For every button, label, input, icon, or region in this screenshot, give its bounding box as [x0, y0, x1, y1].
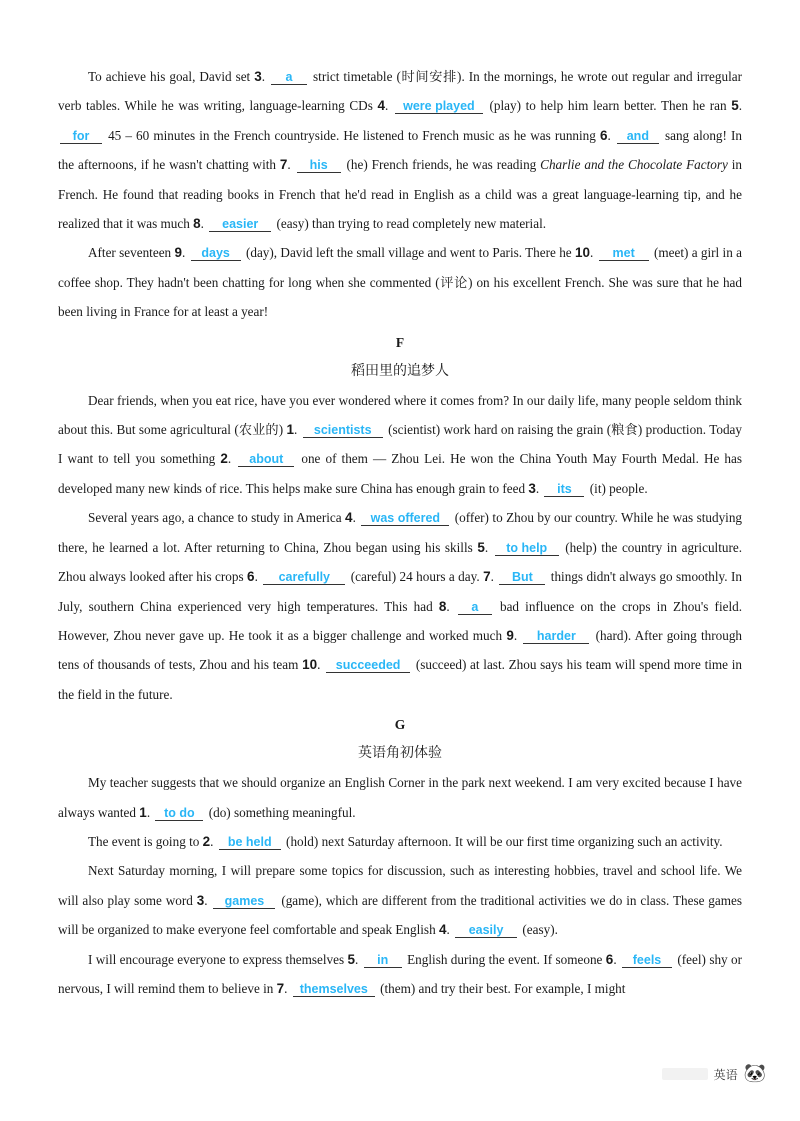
answer-blank[interactable] [271, 70, 307, 85]
section-f-letter: F [395, 334, 405, 350]
answer-blank[interactable] [191, 246, 241, 261]
question-number: 9 [174, 245, 182, 261]
text-segment: (meet) a girl in a coffee shop. They hadn't been chatting for long when she commented (评论) on his excellent French. She was sure that he had been living in France for at least a year! [58, 245, 742, 320]
answer-blank[interactable] [499, 570, 545, 585]
text-segment: (feel) shy or nervous, I will remind them to believe in [58, 951, 743, 996]
answer-text: scientists [313, 423, 372, 438]
text-segment: To achieve his goal, David set [88, 69, 255, 84]
answer-text: days [201, 246, 230, 261]
question-number: 6 [247, 569, 255, 585]
answer-blank[interactable] [395, 99, 483, 114]
text-segment: 45 – 60 minutes in the French countryside. He listened to French music as he was running [104, 127, 600, 143]
section-f-paragraph-2: Several years ago, a chance to study in America 4. was offered (offer) to Zhou by our country. While he was studying there, he learned a lot. After returning to China, Zhou began using his skills 5. to help (help) the country in agriculture. Zhou always looked after his crops 6. carefully (careful) 24 hours a day. 7. But things didn't always go smoothly. In July, southern China experienced very high temperatures. This had 8. a bad influence on the crops in Zhou's field. However, Zhou never gave up. He took it as a bigger challenge and worked much 9. harder (hard). After going through tens of thousands of tests, Zhou and his team 10. succeeded (succeed) at last. Zhou says his team will spend more time in the field in the future. [58, 510, 743, 702]
passage-e-paragraph-2: After seventeen 9. days (day), David left the small village and went to Paris. There he 10. met (meet) a girl in a coffee shop. They hadn't been chatting for long when she commented (评论) on his excellent French. She was sure that he had been living in France for at least a year! [58, 245, 742, 320]
answer-blank[interactable] [326, 658, 410, 673]
answer-blank[interactable] [361, 511, 449, 526]
answer-text: But [511, 570, 533, 585]
question-number: 3 [254, 69, 262, 84]
answer-blank[interactable] [364, 953, 402, 968]
answer-text: a [471, 599, 479, 614]
question-number: 6 [605, 951, 614, 967]
answer-text: a [285, 70, 293, 84]
section-g-paragraph-4: I will encourage everyone to express themselves 5. in English during the event. If someone 6. feels (feel) shy or nervous, I will remind them to believe in 7. themselves (them) and try their best. For example, I might [58, 951, 743, 996]
passage-e-paragraph-1: To achieve his goal, David set 3. a strict timetable (时间安排). In the mornings, he wrote out regular and irregular verb tables. While he was writing, language-learning CDs 4. were played (play) to help him learn better. Then he ran 5. for 45 – 60 minutes in the French countryside. He listened to French music as he was running 6. and sang along! In the afternoons, if he wasn't chatting with 7. his (he) French friends, he was reading Charlie and the Chocolate Factory in French. He found that reading books in French that he'd read in English as a child was a great language-learning tip, and he realized that it was much 8. easier (easy) than trying to read completely new material. [58, 69, 743, 232]
text-segment: Several years ago, a chance to study in America [88, 510, 346, 526]
question-number: 3 [528, 480, 536, 496]
question-number: 5 [347, 951, 356, 967]
answer-text: harder [536, 628, 576, 643]
text-segment: bad influence on the crops in Zhou's field. However, Zhou never gave up. He took it as a bigger challenge and worked much [58, 598, 743, 643]
answer-text: to do [164, 805, 195, 820]
answer-text: was offered [370, 511, 441, 526]
page-footer [662, 1065, 766, 1083]
question-number: 5 [731, 98, 739, 114]
publisher-logo [662, 1068, 708, 1080]
text-segment: My teacher suggests that we should organize an English Corner in the park next weekend. I am very excited because I have always wanted [58, 775, 742, 820]
text-segment: (game), which are different from the traditional activities we do in class. These games will be organized to make everyone feel comfortable and speak English [58, 892, 743, 938]
text-segment: (do) something meaningful. [205, 804, 356, 820]
question-number: 7 [279, 157, 288, 173]
question-number: 1 [286, 422, 295, 438]
answer-text: feels [632, 952, 662, 967]
answer-blank[interactable] [544, 482, 584, 497]
question-number: 9 [506, 627, 514, 643]
answer-text: were played [403, 99, 475, 114]
text-segment: (help) the country in agriculture. Zhou always looked after his crops [58, 539, 743, 585]
text-segment: After seventeen [88, 245, 175, 261]
answer-blank[interactable] [297, 158, 341, 173]
book-title: Charlie and the Chocolate Factory [540, 157, 728, 173]
answer-blank[interactable] [617, 129, 659, 144]
text-segment: (easy). [519, 922, 558, 938]
subject-label: 英语 [713, 1067, 738, 1082]
text-segment: (hold) next Saturday afternoon. It will be our first time organizing such an activity. [282, 833, 723, 849]
text-segment: in French. He found that reading books in French that he'd read in English as a child was a great language-learning tip, and he realized that it was much [58, 157, 743, 232]
text-segment: strict timetable (时间安排). In the mornings, he wrote out regular and irregular verb tables. While he was writing, language-learning CDs [58, 69, 742, 114]
text-segment: (easy) than trying to read completely new material. [273, 216, 547, 232]
text-segment: I will encourage everyone to express themselves [88, 951, 348, 967]
text-segment: (offer) to Zhou by our country. While he was studying there, he learned a lot. After returning to China, Zhou began using his skills [58, 510, 743, 555]
question-number: 4 [438, 922, 447, 938]
question-number: 8 [193, 216, 201, 232]
answer-text: games [224, 893, 265, 908]
answer-text: succeeded [335, 658, 401, 673]
answer-blank[interactable] [238, 452, 294, 467]
answer-blank[interactable] [263, 570, 345, 585]
question-number: 10 [302, 657, 318, 673]
question-number: 7 [483, 569, 491, 585]
section-g-title: 英语角初体验 [358, 745, 442, 762]
section-g-letter: G [394, 717, 406, 733]
question-number: 6 [599, 127, 608, 143]
text-segment: sang along! In the afternoons, if he wasn't chatting with [58, 127, 742, 173]
answer-blank[interactable] [523, 629, 589, 644]
answer-blank[interactable] [455, 923, 517, 938]
text-segment: English during the event. If someone [403, 951, 606, 967]
text-segment: Dear friends, when you eat rice, have you ever wondered where it comes from? In our daily life, many people seldom think about this. But some agricultural (农业的) [58, 392, 742, 438]
answer-blank[interactable] [155, 806, 203, 821]
answer-blank[interactable] [303, 423, 383, 438]
worksheet-page [58, 62, 742, 1003]
question-number: 4 [377, 98, 385, 114]
question-number: 10 [574, 245, 591, 261]
answer-blank[interactable] [219, 835, 281, 850]
answer-text: for [72, 128, 90, 143]
text-segment: (he) French friends, he was reading [342, 157, 541, 173]
section-g-paragraph-3: Next Saturday morning, I will prepare some topics for discussion, such as interesting hobbies, travel and school life. We will also play some word 3. games (game), which are different from the traditional activities we do in class. These games will be organized to make everyone feel comfortable and speak English 4. easily (easy). [58, 863, 743, 938]
text-segment: (day), David left the small village and went to Paris. There he [242, 245, 575, 261]
answer-blank[interactable] [213, 894, 275, 909]
question-number: 2 [202, 833, 211, 849]
text-segment: The event is going to [88, 833, 203, 849]
question-number: 3 [196, 892, 205, 908]
answer-text: its [557, 481, 572, 496]
text-segment: things didn't always go smoothly. In July, southern China experienced very high temperatures. This had [58, 569, 742, 614]
question-number: 4 [345, 510, 353, 526]
answer-text: about [249, 452, 284, 467]
section-g-paragraph-2: The event is going to 2. be held (hold) next Saturday afternoon. It will be our first time organizing such an activity. [88, 833, 723, 849]
answer-blank[interactable] [458, 600, 492, 615]
text-segment: (play) to help him learn better. Then he ran [484, 98, 732, 114]
text-segment: (succeed) at last. Zhou says his team will spend more time in the field in the future. [58, 657, 742, 702]
answer-text: and [626, 128, 649, 143]
text-segment: one of them — Zhou Lei. He won the China Youth May Fourth Medal. He has developed many new kinds of rice. This helps make sure China has enough grain to feed [58, 451, 743, 496]
answer-blank[interactable] [495, 541, 559, 556]
question-number: 5 [477, 539, 485, 555]
question-number: 2 [220, 451, 228, 467]
answer-blank[interactable] [293, 982, 375, 997]
text-segment: (them) and try their best. For example, I might [376, 980, 626, 996]
section-f-paragraph-1: Dear friends, when you eat rice, have you ever wondered where it comes from? In our daily life, many people seldom think about this. But some agricultural (农业的) 1. scientists (scientist) work hard on raising the grain (粮食) production. Today I want to tell you something 2. about one of them — Zhou Lei. He won the China Youth May Fourth Medal. He has developed many new kinds of rice. This helps make sure China has enough grain to feed 3. its (it) people. [58, 392, 743, 496]
question-number: 8 [438, 598, 447, 614]
question-number: 1 [139, 804, 147, 820]
answer-blank[interactable] [599, 246, 649, 261]
answer-blank[interactable] [622, 953, 672, 968]
answer-text: easily [468, 923, 504, 938]
answer-text: met [612, 246, 635, 261]
answer-blank[interactable] [60, 129, 102, 144]
section-g-paragraph-1: My teacher suggests that we should organize an English Corner in the park next weekend. I am very excited because I have always wanted 1. to do (do) something meaningful. [58, 775, 742, 820]
answer-text: easier [222, 217, 259, 232]
text-segment: (it) people. [586, 480, 648, 496]
text-segment: (hard). After going through tens of thousands of tests, Zhou and his team [58, 627, 743, 673]
panda-mascot-icon: 🐼 [743, 1063, 766, 1084]
answer-text: his [309, 158, 328, 173]
text-segment: (careful) 24 hours a day. [347, 569, 484, 585]
text-segment: Next Saturday morning, I will prepare some topics for discussion, such as interesting hobbies, travel and school life. We will also play some word [58, 863, 742, 908]
section-f-title: 稻田里的追梦人 [351, 362, 449, 379]
answer-blank[interactable] [209, 217, 271, 232]
question-number: 7 [276, 980, 285, 996]
answer-text: carefully [278, 570, 330, 585]
answer-text: in [377, 952, 389, 967]
answer-text: be held [227, 834, 272, 849]
text-segment: (scientist) work hard on raising the grain (粮食) production. Today I want to tell you something [58, 422, 742, 467]
answer-text: themselves [299, 981, 368, 996]
answer-text: to help [506, 540, 548, 555]
